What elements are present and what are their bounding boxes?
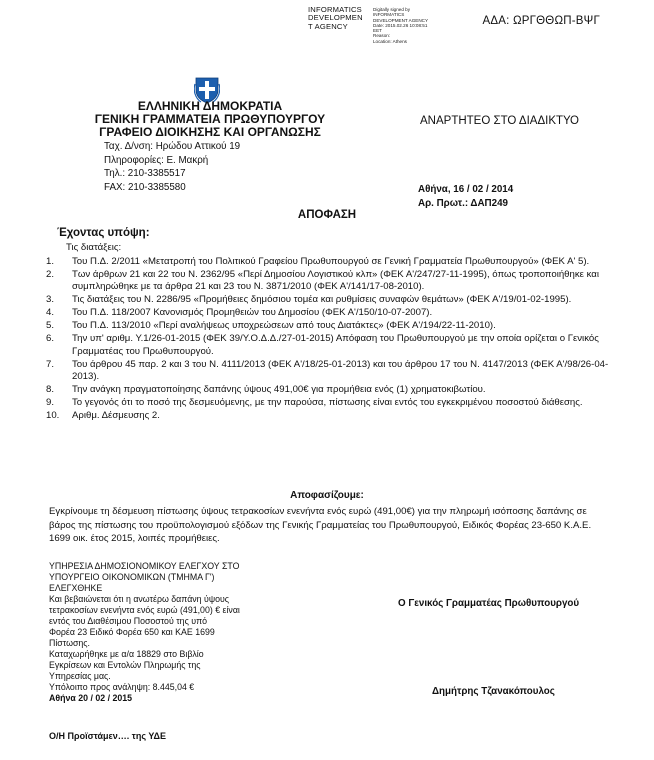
service-date: Αθήνα 20 / 02 / 2015 bbox=[49, 693, 133, 703]
document-title: ΑΠΟΦΑΣΗ bbox=[297, 209, 357, 221]
list-item-text: Το γεγονός ότι το ποσό της δεσμευόμενης, με την παρούσα, πίστωσης είναι εντός του εγκεκριμένου ποσοστού διάθεσης. bbox=[72, 397, 583, 409]
signer-name: Δημήτρης Τζανακόπουλος bbox=[432, 686, 555, 697]
header-line: ΕΛΛΗΝΙΚΗ ΔΗΜΟΚΡΑΤΙΑ bbox=[137, 99, 283, 113]
list-item-number: 5. bbox=[46, 320, 55, 332]
service-line: Υπηρεσίας μας. bbox=[49, 671, 111, 681]
signature-org bbox=[308, 6, 374, 31]
signature-detail: Date: 2015.02.26 10:08:51 bbox=[373, 22, 428, 28]
list-item bbox=[46, 256, 620, 268]
service-line: Εγκρίσεων και Εντολών Πληρωμής της bbox=[49, 660, 201, 670]
audit-service-block bbox=[49, 561, 289, 704]
contact-address: Ταχ. Δ/νση: Ηρώδου Αττικού 19 bbox=[104, 141, 241, 152]
issuer-header bbox=[60, 100, 360, 139]
header-line: ΓΡΑΦΕΙΟ ΔΙΟΙΚΗΣΗΣ ΚΑΙ ΟΡΓΑΝΩΣΗΣ bbox=[99, 125, 321, 139]
list-item-number: 10. bbox=[46, 410, 60, 422]
list-item-text: Του Π.Δ. 2/2011 «Μετατροπή του Πολιτικού Γραφείου Πρωθυπουργού σε Γενική Γραμματεία Πρωθυπουργού» (ΦΕΚ Α' 5). bbox=[72, 256, 590, 267]
digital-signature bbox=[308, 6, 436, 66]
list-item-number: 1. bbox=[46, 256, 55, 267]
list-item-text: Των άρθρων 21 και 22 του Ν. 2362/95 «Περί Δημοσίου Λογιστικού κλπ» (ΦΕΚ Α'/247/27-11-1995), όπως τροποποιήθηκε και συμπληρώθηκε με τα άρθρα 21 και 23 του Ν. 3871/2010 (ΦΕΚ Α'/141/17-08-2010). bbox=[72, 269, 599, 293]
signature-detail: EET bbox=[373, 28, 382, 34]
signature-detail: Reason: bbox=[373, 33, 391, 39]
protocol-number: Αρ. Πρωτ.: ΔΑΠ249 bbox=[418, 197, 508, 209]
list-item-text: Την υπ' αριθμ. Υ.1/26-01-2015 (ΦΕΚ 39/Υ.Ο.Δ.Δ./27-01-2015) Απόφαση του Πρωθυπουργού με την οποία ορίζεται ο Γενικός Γραμματέας του Πρωθυπουργού. bbox=[72, 333, 599, 357]
posting-notice: ΑΝΑΡΤΗΤΕΟ ΣΤΟ ΔΙΑΔΙΚΤΥΟ bbox=[420, 115, 580, 127]
audit-head-note: Ο/Η Προϊστάμεν…. της ΥΔΕ bbox=[49, 731, 166, 741]
contact-fax: FAX: 210-3385580 bbox=[104, 181, 186, 193]
provisions-label: Τις διατάξεις: bbox=[66, 242, 122, 253]
service-line: Υπόλοιπο προς ανάληψη: 8.445,04 € bbox=[49, 682, 195, 692]
service-line: ΥΠΗΡΕΣΙΑ ΔΗΜΟΣΙΟΝΟΜΙΚΟΥ ΕΛΕΓΧΟΥ ΣΤΟ bbox=[49, 561, 240, 571]
list-item bbox=[46, 333, 620, 358]
contact-info bbox=[104, 140, 240, 194]
signature-detail: DEVELOPMENT AGENCY bbox=[373, 17, 429, 23]
signature-detail: INFORMATICS bbox=[373, 12, 405, 18]
list-item-text: Τις διατάξεις του Ν. 2286/95 «Προμήθειες δημόσιου τομέα και ρυθμίσεις συναφών θεμάτων» (ΦΕΚ Α'/19/01-02-1995). bbox=[72, 294, 572, 306]
signature-org-line: DEVELOPMEN bbox=[308, 13, 363, 23]
list-item-text: Την ανάγκη πραγματοποίησης δαπάνης ύψους 491,00€ για προμήθεια ενός (1) χρηματοκιβωτίου. bbox=[72, 384, 486, 396]
having-in-mind-heading: Έχοντας υπόψη: bbox=[57, 227, 150, 239]
service-line: Πίστωσης. bbox=[49, 638, 90, 648]
list-item bbox=[46, 307, 620, 319]
decision-text: Εγκρίνουμε τη δέσμευση πίστωσης ύψους τετρακοσίων ενενήντα ενός ευρώ (491,00€) για την πληρωμή ισόποσης δαπάνης σε βάρος της πίστωσης του προϋπολογισμού εξόδων της Γενικής Γραμματείας του Πρωθυπουργού, Ειδικός Φορέας 23-650 Κ.Α.Ε. 1699 οικ. έτος 2015, λοιπές προμήθειες. bbox=[49, 506, 592, 544]
service-line: Φορέα 23 Ειδικό Φορέα 650 και ΚΑΕ 1699 bbox=[49, 627, 215, 637]
header-line: ΓΕΝΙΚΗ ΓΡΑΜΜΑΤΕΙΑ ΠΡΩΘΥΠΟΥΡΓΟΥ bbox=[94, 112, 326, 126]
secretary-general-title: Ο Γενικός Γραμματέας Πρωθυπουργού bbox=[398, 598, 580, 609]
list-item bbox=[46, 294, 620, 306]
list-item bbox=[46, 269, 620, 294]
list-item bbox=[46, 397, 620, 409]
service-line: τετρακοσίων ενενήντα ενός ευρώ (491,00) € είναι bbox=[49, 605, 240, 615]
list-item-number: 3. bbox=[46, 294, 55, 306]
list-item bbox=[46, 384, 620, 396]
list-item-text: Του Π.Δ. 118/2007 Κανονισμός Προμηθειών του Δημοσίου (ΦΕΚ Α'/150/10-07-2007). bbox=[72, 307, 433, 319]
contact-phone: Τηλ.: 210-3385517 bbox=[104, 168, 186, 179]
document-date: Αθήνα, 16 / 02 / 2014 bbox=[418, 184, 514, 195]
service-line: εντός του Διαθέσιμου Ποσοστού της υπό bbox=[49, 616, 208, 626]
list-item-number: 9. bbox=[46, 397, 55, 409]
decision-heading: Αποφασίζουμε: bbox=[290, 490, 364, 501]
list-item-number: 4. bbox=[46, 307, 55, 319]
signature-detail: Digitally signed by bbox=[373, 7, 411, 12]
list-item-number: 6. bbox=[46, 333, 55, 345]
date-protocol bbox=[418, 183, 513, 210]
signature-org-line: INFORMATICS bbox=[308, 5, 362, 14]
service-line: Και βεβαιώνεται ότι η ανωτέρω δαπάνη ύψους bbox=[49, 594, 230, 604]
legal-basis-list bbox=[46, 256, 620, 423]
list-item bbox=[46, 359, 620, 384]
ada-code: ΑΔΑ: ΩΡΓΘΘΩΠ-ΒΨΓ bbox=[482, 15, 600, 27]
list-item-number: 2. bbox=[46, 269, 55, 280]
list-item-number: 8. bbox=[46, 384, 55, 396]
service-line: Καταχωρήθηκε με α/α 18829 στο Βιβλίο bbox=[49, 649, 204, 659]
signature-detail: Location: Athens bbox=[373, 38, 407, 44]
signature-org-line: T AGENCY bbox=[308, 21, 348, 31]
list-item-text: Του Π.Δ. 113/2010 «Περί αναλήψεως υποχρεώσεων από τους Διατάκτες» (ΦΕΚ Α'/194/22-11-2010). bbox=[72, 320, 496, 332]
list-item bbox=[46, 410, 620, 422]
list-item-number: 7. bbox=[46, 358, 55, 370]
list-item-text: Του άρθρου 45 παρ. 2 και 3 του Ν. 4111/2013 (ΦΕΚ Α'/18/25-01-2013) και του άρθρου 17 του Ν. 4147/2013 (ΦΕΚ Α'/98/26-04-2013). bbox=[72, 358, 609, 383]
contact-person: Πληροφορίες: Ε. Μακρή bbox=[104, 154, 209, 166]
signature-details bbox=[373, 7, 439, 44]
service-line: ΥΠΟΥΡΓΕΙΟ ΟΙΚΟΝΟΜΙΚΩΝ (ΤΜΗΜΑ Γ') bbox=[49, 572, 215, 582]
list-item bbox=[46, 320, 620, 332]
list-item-text: Αριθμ. Δέσμευσης 2. bbox=[72, 410, 160, 422]
service-line: ΕΛΕΓΧΘΗΚΕ bbox=[49, 583, 103, 593]
